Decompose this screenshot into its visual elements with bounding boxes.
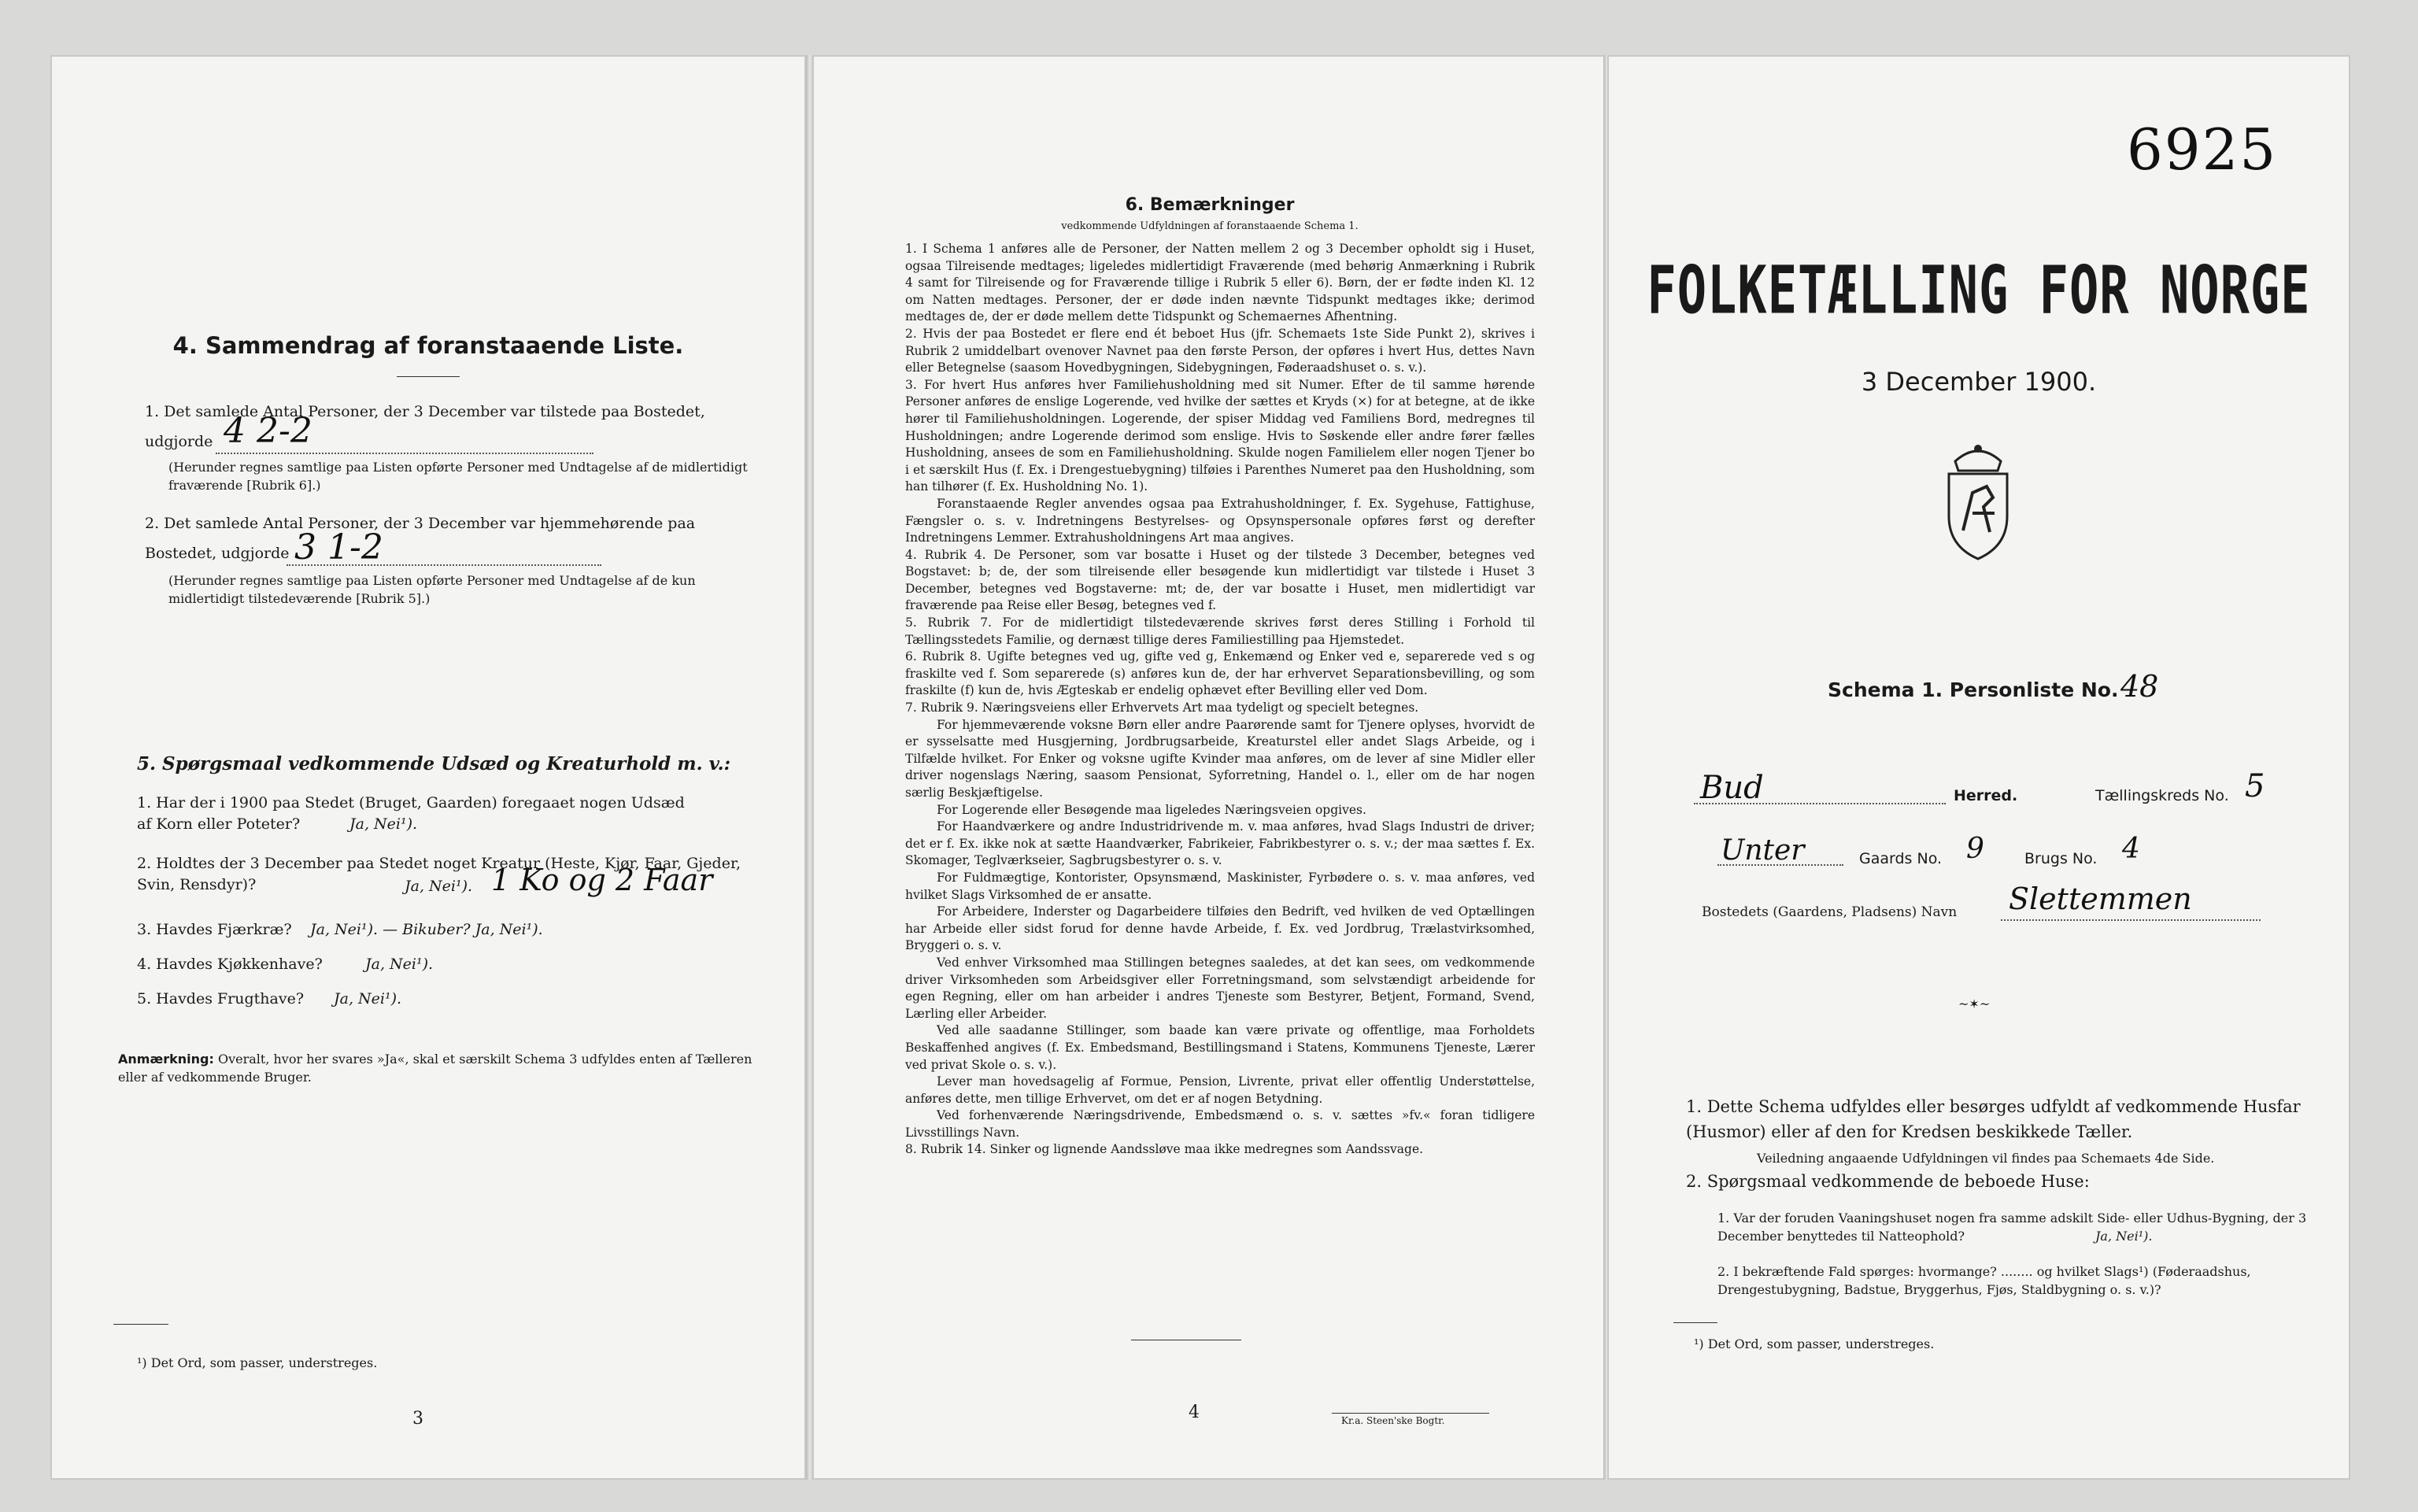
q5-text: 5. Havdes Frugthave? <box>137 990 305 1007</box>
q3-answer: Ja, Nei¹). — Bikuber? Ja, Nei¹). <box>310 921 543 938</box>
remark-item: Ved alle saadanne Stillinger, som baade kan være private og offentlige, maa Forholdets Beskaffenhed angives (f. Ex. Embedsmand, Bestillingsmand i Statens, Kommunens Tjeneste, Lærer ved privat Skole o. s. v.). <box>905 1023 1535 1072</box>
schema-label: Schema 1. Personliste No. <box>1828 678 2119 701</box>
annotation-label: Anmærkning: <box>118 1052 214 1067</box>
page-3 <box>50 55 806 1480</box>
section-5-title: 5. Spørgsmaal vedkommende Udsæd og Kreaturhold m. v.: <box>137 753 731 774</box>
printer-mark: Kr.a. Steen'ske Bogtr. <box>1341 1415 1445 1426</box>
herred-value: Bud <box>1700 770 1764 806</box>
item2-label: Bostedet, udgjorde <box>145 545 290 562</box>
section-4-title: 4. Sammendrag af foranstaaende Liste. <box>172 332 684 359</box>
item2-note: (Herunder regnes samtlige paa Listen opførte Personer med Undtagelse af de kun midlertidigt tilstedeværende [Rubrik 5].) <box>168 573 696 606</box>
remark-item: 6. Rubrik 8. Ugifte betegnes ved ug, gifte ved g, Enkemænd og Enker ved e, separerede ved s og fraskilte ved f. Som separerede (s) anføres kun de, der har erhvervet Separationsbevilling, og som fraskilte (f) kun de, hvis Ægteskab er endelig ophævet efter Bevilling eller ved Dom. <box>905 649 1535 698</box>
page-number: 3 <box>412 1409 423 1429</box>
info-1: 1. Dette Schema udfyldes eller besørges udfyldt af vedkommende Husfar (Husmor) eller af den for Kredsen beskikkede Tæller. <box>1686 1097 2301 1141</box>
info-2: 2. Spørgsmaal vedkommende de beboede Huse: <box>1686 1172 2090 1191</box>
item1-note: (Herunder regnes samtlige paa Listen opførte Personer med Undtagelse af de midlertidigt fraværende [Rubrik 6].) <box>168 460 748 493</box>
schema-number: 48 <box>2120 669 2159 704</box>
gaard-prefix-line <box>1717 864 1843 866</box>
form-title: FOLKETÆLLING FOR NORGE <box>1647 251 2311 329</box>
printer-divider <box>1332 1413 1489 1414</box>
remark-item: 1. I Schema 1 anføres alle de Personer, der Natten mellem 2 og 3 December opholdt sig i Huset, ogsaa Tilreisende medtages; ligeledes midlertidigt Fraværende (med behørig Anmærkning i Rubrik 4 samt for Tilreisende og for Fraværende tillige i Rubrik 5 eller 6). Børn, der er fødte inden Kl. 12 om Natten medtages. Personer, der er døde inden nævnte Tidspunkt medtages ikke; derimod medtages de, der er døde mellem dette Tidspunkt og Schemaernes Afhentning. <box>905 242 1535 324</box>
page-number: 4 <box>1189 1403 1200 1422</box>
footnote: ¹) Det Ord, som passer, understreges. <box>137 1355 378 1370</box>
info-2-q2: 2. I bekræftende Fald spørges: hvormange? ........ og hvilket Slags¹) (Føderaadshus, Drengestubygning, Badstue, Bryggerhus, Fjøs, Staldbygning o. s. v.)? <box>1717 1264 2251 1297</box>
bosted-label: Bostedets (Gaardens, Pladsens) Navn <box>1702 904 1958 920</box>
q2-handwritten: 1 Ko og 2 Faar <box>491 863 713 897</box>
ornament-icon: ~✶~ <box>1958 996 1991 1011</box>
title-divider <box>397 376 460 377</box>
page-1 <box>1607 55 2350 1480</box>
footnote-divider <box>113 1324 168 1325</box>
remark-item: 3. For hvert Hus anføres hver Familiehusholdning med sit Numer. Efter de til samme hørende Personer anføres de enslige Logerende, ved hvilke der sættes et Kryds (×) for at betegne, at de ikke hører til Familiehusholdningen. Logerende, der spiser Middag ved Familiens Bord, medregnes til Husholdningen; andre Logerende derimod som enslige. Hvis to Søskende eller andre fører fælles Husholdning, ansees de som en Familiehusholdning. Skulde nogen Familielem eller nogen Tjener bo i et særskilt Hus (f. Ex. i Drengestuebygning) tilføies i Parenthes Numeret paa den Husholdning, som han tilhører (f. Ex. Husholdning No. 1). <box>905 377 1535 494</box>
remark-item: For Fuldmægtige, Kontorister, Opsynsmænd, Maskinister, Fyrbødere o. s. v. maa anføres, ved hvilket Slags Virksomhed de er ansatte. <box>905 870 1535 902</box>
krets-value: 5 <box>2245 768 2265 804</box>
q5-answer: Ja, Nei¹). <box>334 990 402 1007</box>
gaard-label: Gaards No. <box>1859 850 1943 867</box>
remark-item: For hjemmeværende voksne Børn eller andre Paarørende samt for Tjenere oplyses, hvorvidt de er sysselsatte med Husgjerning, Jordbrugsarbeide, Kreaturstel eller andet Slags Arbeide, og i Tilfælde hvilket. For Enker og voksne ugifte Kvinder maa anføres, om de lever af sine Midler eller driver nogenslags Næring, saasom Pensionat, Syforretning, Handel o. l., eller om de har nogen særlig Beskjæftigelse. <box>905 717 1535 800</box>
q4-text: 4. Havdes Kjøkkenhave? <box>137 956 323 973</box>
gaard-value: 9 <box>1966 833 1984 865</box>
info-2-q1-answer: Ja, Nei¹). <box>2095 1229 2153 1244</box>
remark-item: Foranstaaende Regler anvendes ogsaa paa Extrahusholdninger, f. Ex. Sygehuse, Fattighuse, Fængsler o. s. v. Indretningens Bestyrelses- og Opsynspersonale opføres først og derefter Indretningens Lemmer. Extrahusholdningens Art maa angives. <box>905 496 1535 545</box>
item1-handwritten: 4 2-2 <box>224 411 312 451</box>
info-2-q1: 1. Var der foruden Vaaningshuset nogen fra samme adskilt Side- eller Udhus-Bygning, der 3 December benyttedes til Natteophold? <box>1717 1211 2307 1244</box>
item2-line <box>287 564 601 566</box>
q1-answer: Ja, Nei¹). <box>349 815 418 833</box>
remark-item: 2. Hvis der paa Bostedet er flere end ét beboet Hus (jfr. Schemaets 1ste Side Punkt 2), skrives i Rubrik 2 umiddelbart ovenover Navnet paa den første Person, der opføres i hvert Hus, dettes Navn eller Betegnelse (saasom Hovedbygningen, Sidebygningen, Føderaadshuset o. s. v.). <box>905 326 1535 375</box>
gaard-prefix: Unter <box>1721 834 1805 867</box>
remarks-list <box>905 241 1535 1159</box>
item1-text: 1. Det samlede Antal Personer, der 3 December var tilstede paa Bostedet, <box>145 403 705 420</box>
item1-line <box>216 453 593 454</box>
item1-label: udgjorde <box>145 433 213 450</box>
item2-handwritten: 3 1-2 <box>294 527 383 567</box>
remarks-title: 6. Bemærkninger <box>1125 195 1295 215</box>
page-4 <box>812 55 1607 1480</box>
remark-item: 4. Rubrik 4. De Personer, som var bosatte i Huset og der tilstede 3 December, betegnes ved Bogstavet: b; de, der som tilreisende eller besøgende kun midlertidigt var tilstede i Huset 3 December, betegnes ved Bogstaverne: mt; de, der var bosatte i Huset, men midlertidigt var fraværende paa Reise eller Besøg, betegnes ved f. <box>905 547 1535 613</box>
remark-item: For Haandværkere og andre Industridrivende m. v. maa anføres, hvad Slags Industri de driver; det er f. Ex. ikke nok at sætte Haandværker, Fabrikeier, Fabrikbestyrer o. s. v.; der maa sættes f. Ex. Skomager, Teglværkseier, Sagbrugsbestyrer o. s. v. <box>905 819 1535 868</box>
remark-item: For Logerende eller Besøgende maa ligeledes Næringsveien opgives. <box>937 802 1366 817</box>
herred-line <box>1694 803 1946 804</box>
q3-text: 3. Havdes Fjærkræ? <box>137 921 292 938</box>
bosted-line <box>2001 919 2261 921</box>
remark-item: Lever man hovedsagelig af Formue, Pension, Livrente, privat eller offentlig Understøttelse, anføres dette, men tillige Erhvervet, om det er af nogen Betydning. <box>905 1074 1535 1106</box>
remark-item: Ved enhver Virksomhed maa Stillingen betegnes saaledes, at det kan sees, om vedkommende driver Virksomheden som Arbeidsgiver eller Forretningsmand, som selvstændigt arbeidende for egen Regning, eller om han arbeider i andres Tjeneste som Bestyrer, Betjent, Formand, Svend, Lærling eller Arbeider. <box>905 955 1535 1021</box>
q2-answer: Ja, Nei¹). <box>405 878 473 895</box>
q1-text: 1. Har der i 1900 paa Stedet (Bruget, Gaarden) foregaaet nogen Udsæd af Korn eller Poteter? <box>137 794 685 833</box>
form-date: 3 December 1900. <box>1861 367 2097 397</box>
remark-item: Ved forhenværende Næringsdrivende, Embedsmænd o. s. v. sættes »fv.« foran tidligere Livsstillings Navn. <box>905 1108 1535 1140</box>
q4-answer: Ja, Nei¹). <box>365 956 434 973</box>
krets-label: Tællingskreds No. <box>2095 787 2229 804</box>
corner-number: 6925 <box>2127 116 2278 183</box>
norway-coat-of-arms-icon <box>1932 438 2024 564</box>
annotation-text: Overalt, hvor her svares »Ja«, skal et særskilt Schema 3 udfyldes enten af Tælleren eller af vedkommende Bruger. <box>118 1052 752 1085</box>
footnote: ¹) Det Ord, som passer, understreges. <box>1694 1336 1935 1351</box>
item2-text: 2. Det samlede Antal Personer, der 3 December var hjemmehørende paa <box>145 515 696 532</box>
remark-item: 8. Rubrik 14. Sinker og lignende Aandssløve maa ikke medregnes som Aandssvage. <box>905 1142 1424 1157</box>
footnote-divider <box>1673 1322 1717 1323</box>
remark-item: For Arbeidere, Inderster og Dagarbeidere tilføies den Bedrift, ved hvilken de ved Optællingen har Arbeide eller sidst forud for denne havde Arbeide, f. Ex. ved Jordbrug, Trælastvirksomhed, Bryggeri o. s. v. <box>905 904 1535 953</box>
remarks-subtitle: vedkommende Udfyldningen af foranstaaende Schema 1. <box>1061 220 1359 232</box>
bosted-value: Slettemmen <box>2009 882 2192 916</box>
remark-item: 7. Rubrik 9. Næringsveiens eller Erhvervets Art maa tydeligt og specielt betegnes. <box>905 701 1419 715</box>
info-1-sub: Veiledning angaaende Udfyldningen vil findes paa Schemaets 4de Side. <box>1757 1151 2215 1166</box>
brugs-label: Brugs No. <box>2024 850 2098 867</box>
annotation <box>118 1050 763 1086</box>
herred-label: Herred. <box>1954 787 2018 804</box>
brugs-value: 4 <box>2122 833 2140 865</box>
q2-text: 2. Holdtes der 3 December paa Stedet noget Kreatur (Heste, Kjør, Faar, Gjeder, Svin, Rensdyr)? <box>137 855 741 893</box>
remark-item: 5. Rubrik 7. For de midlertidigt tilstedeværende skrives først deres Stilling i Forhold til Tællingsstedets Familie, og dernæst tillige deres Familiestilling paa Hjemstedet. <box>905 616 1535 647</box>
